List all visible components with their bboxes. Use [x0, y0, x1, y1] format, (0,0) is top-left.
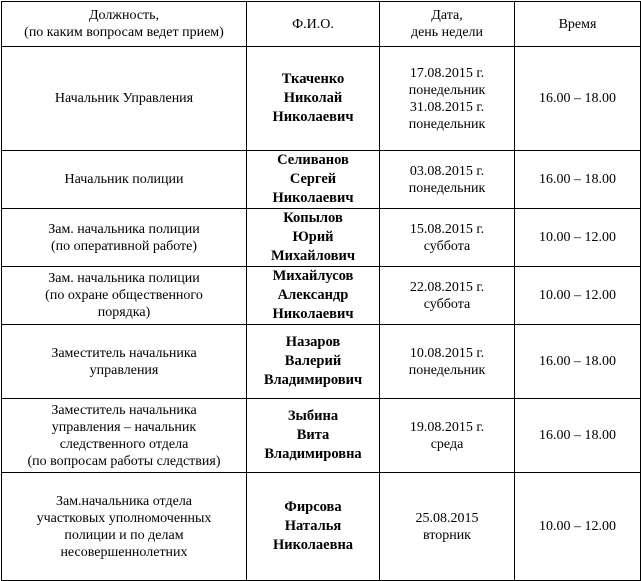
cell-position: Заместитель начальника управления [2, 325, 247, 399]
table-row [2, 325, 641, 399]
cell-position: Начальник Управления [2, 47, 247, 151]
cell-time: 10.00 – 12.00 [515, 209, 641, 267]
cell-date: 22.08.2015 г. суббота [380, 267, 515, 325]
cell-name: Ткаченко Николай Николаевич [247, 47, 380, 151]
cell-time: 16.00 – 18.00 [515, 325, 641, 399]
cell-time: 16.00 – 18.00 [515, 151, 641, 209]
cell-date: 10.08.2015 г. понедельник [380, 325, 515, 399]
cell-time: 10.00 – 12.00 [515, 473, 641, 581]
header-name: Ф.И.О. [247, 2, 380, 47]
cell-date: 03.08.2015 г. понедельник [380, 151, 515, 209]
cell-position: Заместитель начальника управления – начальник следственного отдела (по вопросам работы следствия) [2, 399, 247, 473]
table-header-row [2, 2, 641, 47]
cell-position: Зам. начальника полиции (по охране общественного порядка) [2, 267, 247, 325]
header-date: Дата, день недели [380, 2, 515, 47]
table-row [2, 473, 641, 581]
cell-position: Зам.начальника отдела участковых уполномоченных полиции и по делам несовершеннолетних [2, 473, 247, 581]
cell-name: Фирсова Наталья Николаевна [247, 473, 380, 581]
cell-name: Назаров Валерий Владимирович [247, 325, 380, 399]
cell-time: 10.00 – 12.00 [515, 267, 641, 325]
header-time: Время [515, 2, 641, 47]
table-row [2, 47, 641, 151]
cell-date: 15.08.2015 г. суббота [380, 209, 515, 267]
table-row [2, 151, 641, 209]
cell-date: 25.08.2015 вторник [380, 473, 515, 581]
cell-name: Михайлусов Александр Николаевич [247, 267, 380, 325]
cell-name: Зыбина Вита Владимировна [247, 399, 380, 473]
reception-schedule-table [1, 1, 641, 581]
cell-time: 16.00 – 18.00 [515, 399, 641, 473]
table-row [2, 209, 641, 267]
header-position: Должность, (по каким вопросам ведет прием) [2, 2, 247, 47]
cell-name: Копылов Юрий Михайлович [247, 209, 380, 267]
table-row [2, 267, 641, 325]
cell-date: 19.08.2015 г. среда [380, 399, 515, 473]
table-row [2, 399, 641, 473]
cell-position: Начальник полиции [2, 151, 247, 209]
cell-name: Селиванов Сергей Николаевич [247, 151, 380, 209]
cell-date: 17.08.2015 г. понедельник 31.08.2015 г. понедельник [380, 47, 515, 151]
cell-position: Зам. начальника полиции (по оперативной работе) [2, 209, 247, 267]
cell-time: 16.00 – 18.00 [515, 47, 641, 151]
